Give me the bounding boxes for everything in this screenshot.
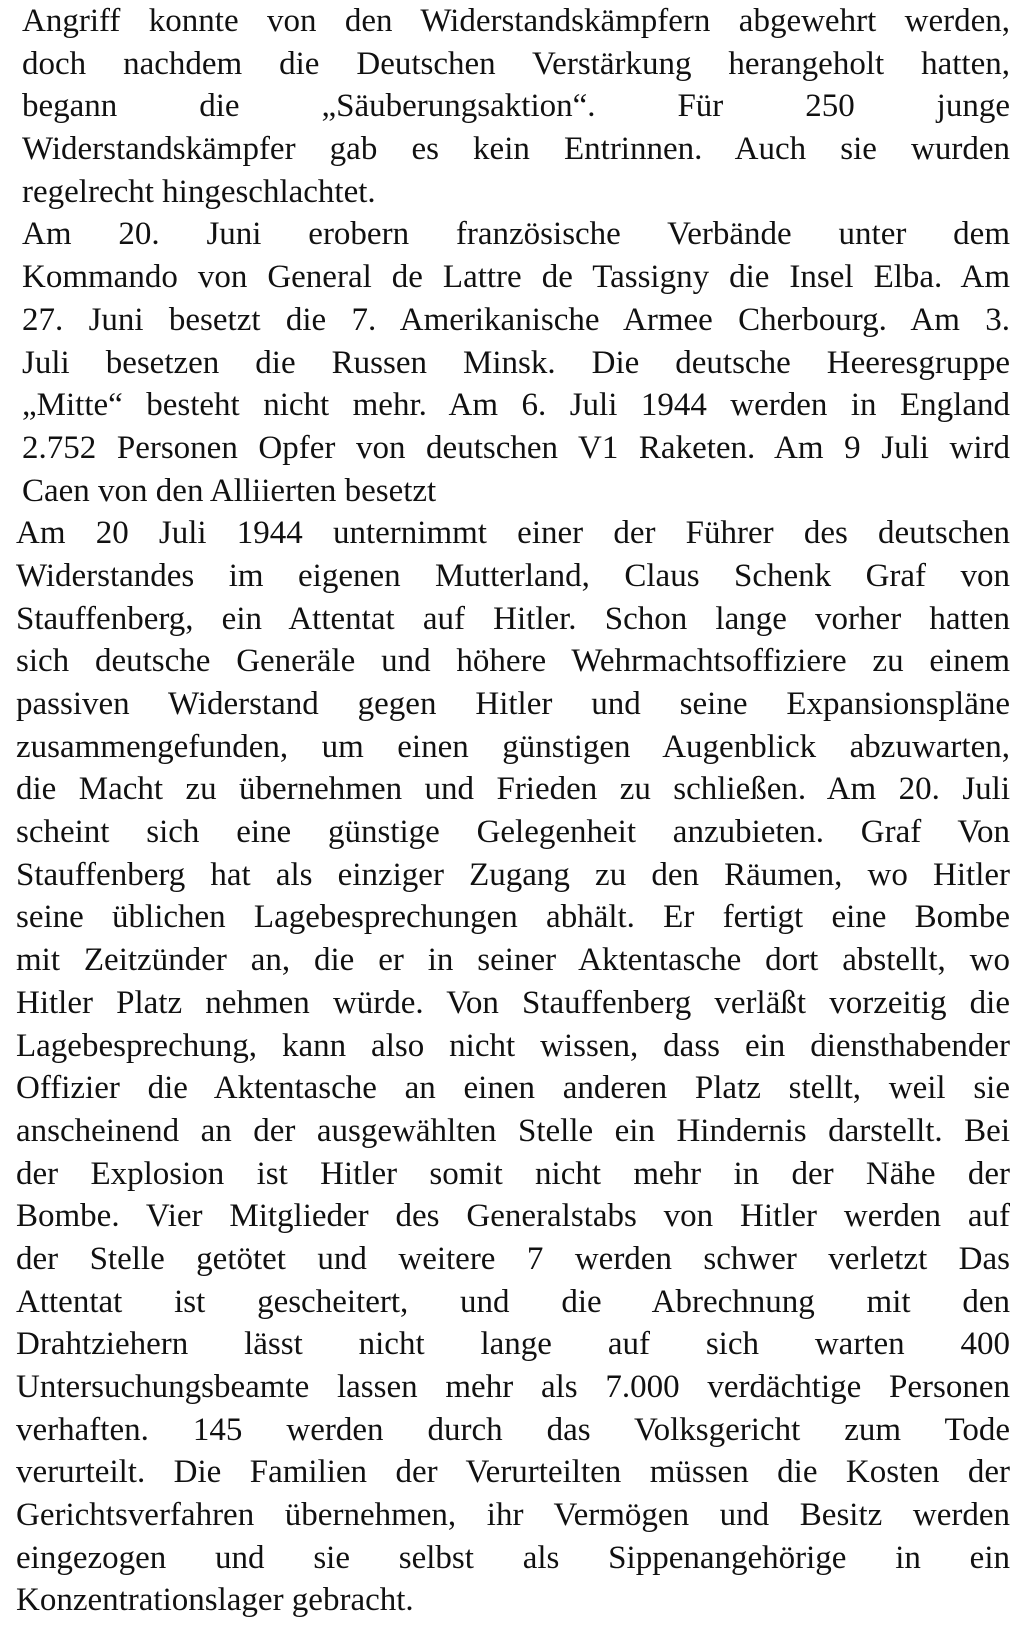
text-line: Hitler Platz nehmen würde. Von Stauffenberg verläßt vorzeitig die bbox=[16, 984, 1010, 1021]
text-line: „Mitte“ besteht nicht mehr. Am 6. Juli 1944 werden in England bbox=[22, 387, 1010, 424]
text-line: der Stelle getötet und weitere 7 werden schwer verletzt Das bbox=[16, 1240, 1010, 1277]
text-line: mit Zeitzünder an, die er in seiner Aktentasche dort abstellt, wo bbox=[16, 942, 1010, 979]
text-line: der Explosion ist Hitler somit nicht mehr in der Nähe der bbox=[16, 1155, 1010, 1192]
body-text bbox=[14, 0, 1010, 1622]
text-line: Lagebesprechung, kann also nicht wissen, dass ein diensthabender bbox=[16, 1027, 1010, 1064]
text-line: Am 20. Juni erobern französische Verbände unter dem bbox=[22, 216, 1010, 253]
text-line: regelrecht hingeschlachtet. bbox=[22, 173, 376, 210]
text-line: 27. Juni besetzt die 7. Amerikanische Armee Cherbourg. Am 3. bbox=[22, 301, 1010, 338]
text-line: Widerstandes im eigenen Mutterland, Claus Schenk Graf von bbox=[16, 557, 1010, 594]
text-line: Caen von den Alliierten besetzt bbox=[22, 472, 437, 509]
text-line: zusammengefunden, um einen günstigen Augenblick abzuwarten, bbox=[16, 728, 1010, 765]
text-line: die Macht zu übernehmen und Frieden zu schließen. Am 20. Juli bbox=[16, 771, 1010, 808]
text-line: Stauffenberg, ein Attentat auf Hitler. Schon lange vorher hatten bbox=[16, 600, 1010, 637]
text-line: begann die „Säuberungsaktion“. Für 250 junge bbox=[22, 88, 1010, 125]
text-line: passiven Widerstand gegen Hitler und seine Expansionspläne bbox=[16, 686, 1010, 722]
text-line: Angriff konnte von den Widerstandskämpfern abgewehrt werden, bbox=[22, 3, 1010, 39]
text-line: Am 20 Juli 1944 unternimmt einer der Führer des deutschen bbox=[16, 515, 1010, 552]
text-line: Widerstandskämpfer gab es kein Entrinnen. Auch sie wurden bbox=[22, 131, 1010, 168]
text-line: anscheinend an der ausgewählten Stelle ein Hindernis darstellt. Bei bbox=[16, 1112, 1010, 1149]
text-line: Untersuchungsbeamte lassen mehr als 7.000 verdächtige Personen bbox=[16, 1369, 1010, 1405]
text-line: Konzentrationslager gebracht. bbox=[16, 1582, 414, 1619]
text-line: sich deutsche Generäle und höhere Wehrmachtsoffiziere zu einem bbox=[16, 643, 1010, 680]
text-line: Drahtziehern lässt nicht lange auf sich warten 400 bbox=[16, 1326, 1010, 1363]
text-line: Attentat ist gescheitert, und die Abrechnung mit den bbox=[16, 1283, 1010, 1320]
text-line: Gerichtsverfahren übernehmen, ihr Vermögen und Besitz werden bbox=[16, 1497, 1010, 1534]
text-line: doch nachdem die Deutschen Verstärkung herangeholt hatten, bbox=[22, 45, 1010, 82]
text-line: verhaften. 145 werden durch das Volksgericht zum Tode bbox=[16, 1411, 1010, 1448]
text-line: Offizier die Aktentasche an einen anderen Platz stellt, weil sie bbox=[16, 1070, 1010, 1107]
text-line: 2.752 Personen Opfer von deutschen V1 Raketen. Am 9 Juli wird bbox=[22, 429, 1010, 466]
text-line: verurteilt. Die Familien der Verurteilten müssen die Kosten der bbox=[16, 1454, 1010, 1491]
text-line: scheint sich eine günstige Gelegenheit anzubieten. Graf Von bbox=[16, 814, 1010, 851]
text-line: eingezogen und sie selbst als Sippenangehörige in ein bbox=[16, 1539, 1010, 1576]
text-line: seine üblichen Lagebesprechungen abhält. Er fertigt eine Bombe bbox=[16, 899, 1010, 936]
text-line: Kommando von General de Lattre de Tassigny die Insel Elba. Am bbox=[22, 259, 1010, 296]
text-line: Stauffenberg hat als einziger Zugang zu den Räumen, wo Hitler bbox=[16, 856, 1010, 893]
text-line: Bombe. Vier Mitglieder des Generalstabs von Hitler werden auf bbox=[16, 1198, 1010, 1235]
text-line: Juli besetzen die Russen Minsk. Die deutsche Heeresgruppe bbox=[22, 344, 1010, 381]
